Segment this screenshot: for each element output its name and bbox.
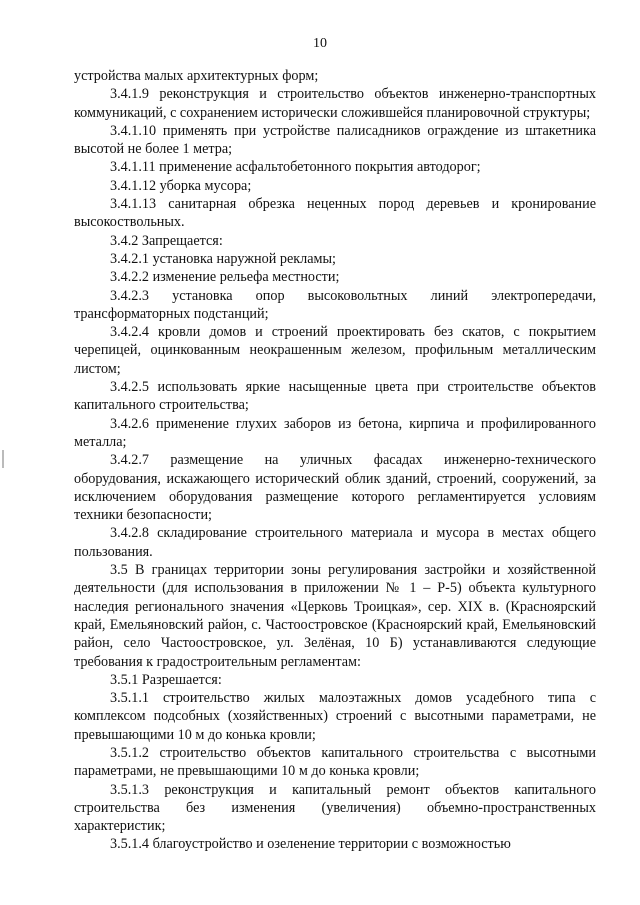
paragraph: 3.4.2.2 изменение рельефа местности; [110,269,340,286]
paragraph: 3.5.1.2 строительство объектов капитального строительства с высотными параметрами, не превышающими 10 м до конька кровли; [74,744,596,780]
paragraph: 3.4.2.6 применение глухих заборов из бетона, кирпича и профилированного металла; [74,415,596,450]
document-body [74,67,596,854]
paragraph: 3.4.1.9 реконструкция и строительство объектов инженерно-транспортных коммуникаций, с сохранением исторически сложившейся планировочной структуры; [74,86,596,121]
paragraph: 3.4.1.10 применять при устройстве палисадников ограждение из штакетника высотой не более 1 метра; [74,122,596,158]
paragraph: 3.4.1.11 применение асфальтобетонного покрытия автодорог; [110,159,481,176]
paragraph: 3.4.2.8 складирование строительного материала и мусора в местах общего пользования. [74,525,596,560]
paragraph: устройства малых архитектурных форм; [74,68,319,84]
paragraph: 3.5.1.3 реконструкция и капитальный ремонт объектов капитального строительства без изменения (увеличения) объемно-пространственных характеристик; [74,781,596,835]
paragraph: 3.4.2.1 установка наружной рекламы; [110,250,336,267]
paragraph: 3.4.2 Запрещается: [110,232,223,249]
paragraph: 3.4.2.5 использовать яркие насыщенные цвета при строительстве объектов капитального строительства; [74,379,596,414]
paragraph: 3.4.1.12 уборка мусора; [110,177,252,194]
paragraph: 3.5 В границах территории зоны регулирования застройки и хозяйственной деятельности (для использования в приложении № 1 – Р-5) объекта культурного наследия регионального значения «Церковь Троицкая», сер. XIX в. (Красноярский край, Емельяновский район, с. Частоостровское (Красноярский край, Емельяновский район, село Частоостровское, ул. Зелёная, 10 Б) устанавливаются следующие требования к градостроительным регламентам: [74,562,596,670]
paragraph: 3.4.1.13 санитарная обрезка неценных пород деревьев и кронирование высокоствольных. [74,196,596,231]
paragraph: 3.5.1.1 строительство жилых малоэтажных домов усадебного типа с комплексом подсобных (хозяйственных) строений с высотными параметрами, не превышающими 10 м до конька кровли; [74,690,596,743]
paragraph: 3.5.1.4 благоустройство и озеленение территории с возможностью [110,836,511,853]
paragraph: 3.4.2.4 кровли домов и строений проектировать без скатов, с покрытием черепицей, оцинкованным неокрашенным железом, профильным металлическим листом; [74,324,596,377]
page-number: 10 [313,36,327,51]
paragraph: 3.4.2.3 установка опор высоковольтных линий электропередачи, трансформаторных подстанций; [74,287,596,322]
paragraph: 3.5.1 Разрешается: [110,671,222,688]
scan-edge-mark [2,450,4,468]
paragraph: 3.4.2.7 размещение на уличных фасадах инженерно-технического оборудования, искажающего исторический облик зданий, строений, сооружений, за исключением оборудования размещение которого регламентируется условиям техники безопасности; [74,452,596,524]
